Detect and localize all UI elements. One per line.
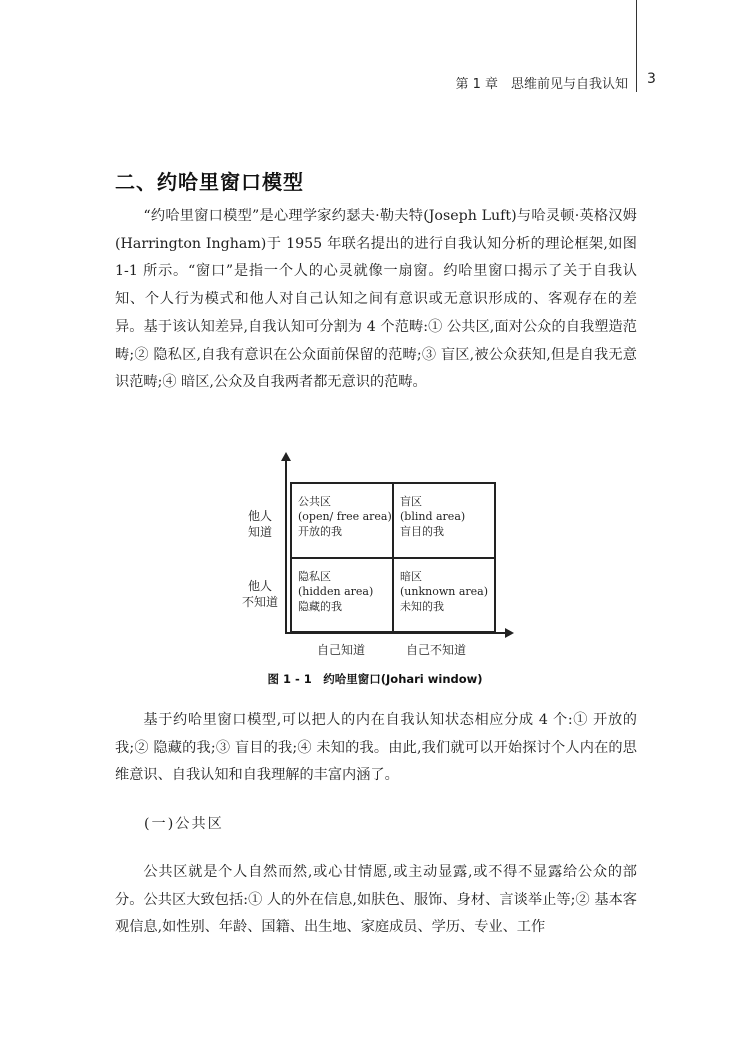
header-rule xyxy=(636,0,637,92)
col-label-self-know: 自己知道 xyxy=(317,643,366,657)
figure-caption: 图 1 - 1 约哈里窗口(Johari window) xyxy=(267,672,483,686)
cell-open-area xyxy=(291,483,393,558)
cell-blind-area xyxy=(393,483,495,558)
cell-self: 未知的我 xyxy=(400,599,444,613)
row-label-others-unknown xyxy=(238,578,282,610)
cell-english: (blind area) xyxy=(400,510,466,523)
cell-title: 暗区 xyxy=(400,569,422,583)
cell-unknown-area xyxy=(393,558,495,633)
paragraph-public-area: 公共区就是个人自然而然,或心甘情愿,或主动显露,或不得不显露给公众的部分。公共区大致包括:① 人的外在信息,如肤色、服饰、身材、言谈举止等;② 基本客观信息,如性别、年龄、国籍、出生地、家庭成员、学历、专业、工作 xyxy=(115,864,637,936)
col-label-self-unknown: 自己不知道 xyxy=(406,643,467,657)
johari-window-figure xyxy=(220,452,520,662)
row-label-line: 他人 知道 xyxy=(247,509,272,539)
running-head: 第 1 章 思维前见与自我认知 xyxy=(455,77,628,92)
cell-title: 隐私区 xyxy=(298,569,331,583)
cell-self: 开放的我 xyxy=(298,525,342,538)
cell-english: (hidden area) xyxy=(298,584,374,598)
row-label-others-know xyxy=(238,508,282,540)
cell-self: 隐藏的我 xyxy=(298,599,342,613)
cell-english: (unknown area) xyxy=(400,584,489,598)
page-number: 3 xyxy=(647,71,656,87)
cell-english: (open/ free area) xyxy=(298,510,392,523)
section-title: 二、约哈里窗口模型 xyxy=(115,170,304,194)
cell-self: 盲目的我 xyxy=(400,525,444,538)
row-label-line: 他人 不知道 xyxy=(241,579,278,609)
paragraph-intro: “约哈里窗口模型”是心理学家约瑟夫·勒夫特(Joseph Luft)与哈灵顿·英格汉姆(Harrington Ingham)于 1955 年联名提出的进行自我认知分析的理论框架,如图 1‑1 所示。“窗口”是指一个人的心灵就像一扇窗。约哈里窗口揭示了关于自我认知、个人行为模式和他人对自己认知之间有意识或无意识形成的、客观存在的差异。基于该认知差异,自我认知可分割为 4 个范畴:① 公共区,面对公众的自我塑造范畴;② 隐私区,自我有意识在公众面前保留的范畴;③ 盲区,被公众获知,但是自我无意识范畴;④ 暗区,公众及自我两者都无意识的范畴。 xyxy=(115,208,637,391)
subsection-heading: (一)公共区 xyxy=(144,816,224,832)
johari-grid xyxy=(290,482,496,633)
cell-hidden-area xyxy=(291,558,393,633)
y-axis xyxy=(285,458,287,634)
paragraph-four-selves: 基于约哈里窗口模型,可以把人的内在自我认知状态相应分成 4 个:① 开放的我;② 隐藏的我;③ 盲目的我;④ 未知的我。由此,我们就可以开始探讨个人内在的思维意识、自我认知和自我理解的丰富内涵了。 xyxy=(115,712,637,784)
x-axis-arrow-icon xyxy=(505,628,514,638)
cell-title: 盲区 xyxy=(400,495,422,508)
cell-title: 公共区 xyxy=(298,495,331,508)
